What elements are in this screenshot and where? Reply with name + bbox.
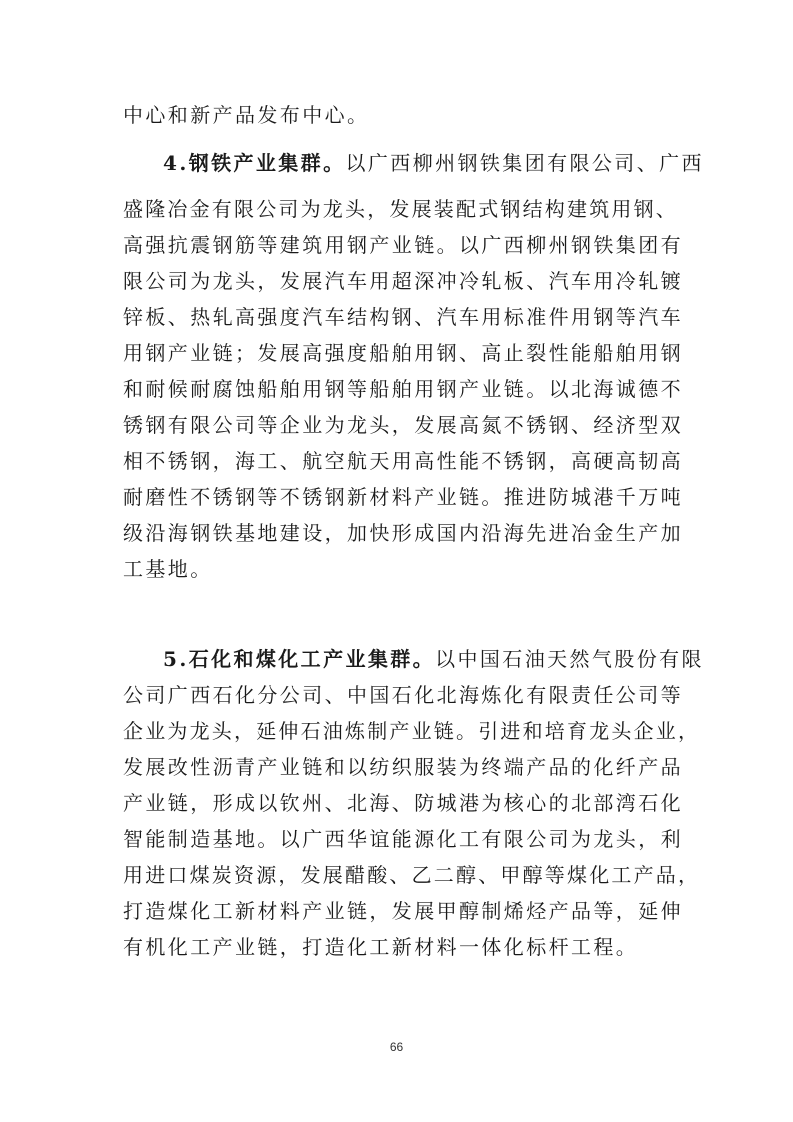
paragraph-line: 和耐候耐腐蚀船舶用钢等船舶用钢产业链。以北海诚德不 [123,377,683,401]
paragraph-line: 盛隆冶金有限公司为龙头，发展装配式钢结构建筑用钢、 [123,197,678,221]
paragraph-line: 产业链，形成以钦州、北海、防城港为核心的北部湾石化 [123,791,683,815]
paragraph-line: 发展改性沥青产业链和以纺织服装为终端产品的化纤产品 [123,755,683,779]
paragraph-line: 级沿海钢铁基地建设，加快形成国内沿海先进冶金生产加 [123,521,683,545]
paragraph-line: 公司广西石化分公司、中国石化北海炼化有限责任公司等 [123,683,683,707]
paragraph-line: 工基地。 [123,557,213,581]
paragraph-line: 中心和新产品发布中心。 [123,103,370,127]
paragraph-line: 锌板、热轧高强度汽车结构钢、汽车用标准件用钢等汽车 [123,305,683,329]
paragraph-line: 耐磨性不锈钢等不锈钢新材料产业链。推进防城港千万吨 [123,485,683,509]
section-5-first-line [163,646,704,672]
section-5-number: 5. [163,647,189,671]
paragraph-line: 打造煤化工新材料产业链，发展甲醇制烯烃产品等，延伸 [123,899,683,923]
section-4-number: 4. [163,151,189,175]
paragraph-line: 高强抗震钢筋等建筑用钢产业链。以广西柳州钢铁集团有 [123,233,683,257]
paragraph-line: 相不锈钢，海工、航空航天用高性能不锈钢，高硬高韧高 [123,449,683,473]
paragraph-line: 智能制造基地。以广西华谊能源化工有限公司为龙头，利 [123,827,683,851]
section-5-text: 以中国石油天然气股份有限 [435,647,704,671]
section-4-heading [163,151,346,175]
paragraph-line: 限公司为龙头，发展汽车用超深冲冷轧板、汽车用冷轧镀 [123,269,683,293]
section-5-title: 石化和煤化工产业集群。 [188,647,436,671]
section-4-first-line [163,150,704,176]
paragraph-line: 用进口煤炭资源，发展醋酸、乙二醇、甲醇等煤化工产品， [123,863,701,887]
paragraph-line: 企业为龙头，延伸石油炼制产业链。引进和培育龙头企业， [123,719,701,743]
paragraph-line: 有机化工产业链，打造化工新材料一体化标杆工程。 [123,935,639,959]
paragraph-line: 用钢产业链；发展高强度船舶用钢、高止裂性能船舶用钢 [123,341,683,365]
section-4-title: 钢铁产业集群。 [188,151,346,175]
page-number: 66 [389,1040,404,1054]
paragraph-line: 锈钢有限公司等企业为龙头，发展高氮不锈钢、经济型双 [123,413,683,437]
section-4-text: 以广西柳州钢铁集团有限公司、广西 [345,151,704,175]
section-5-heading [163,647,435,671]
